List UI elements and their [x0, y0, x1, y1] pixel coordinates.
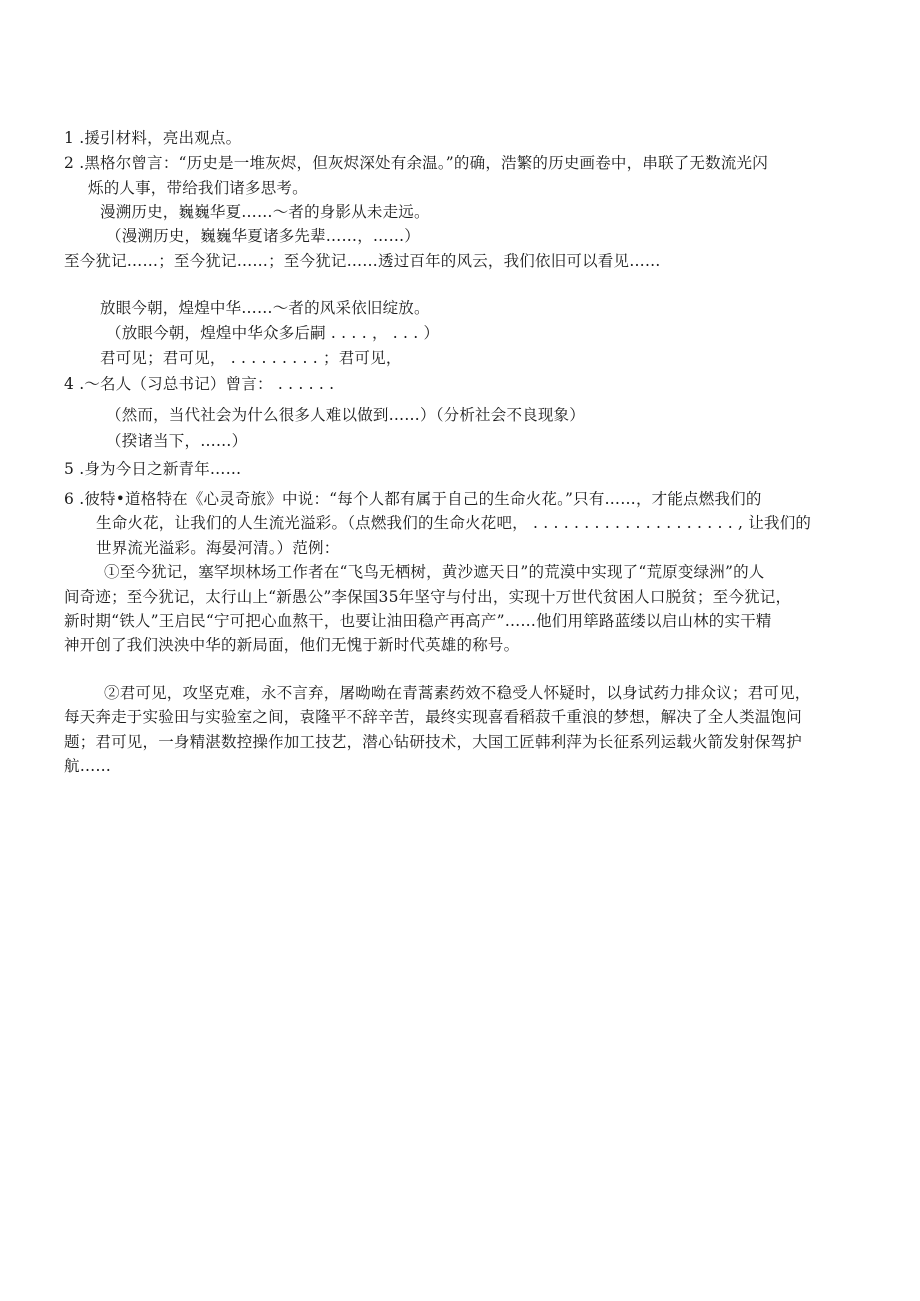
item-6-line-3: 世界流光溢彩。海晏河清。）范例： — [96, 539, 340, 557]
example-1-line-1: ①至今犹记，塞罕坝林场工作者在“飞鸟无栖树，黄沙遮天日”的荒漠中实现了“荒原变绿洲”的人 — [104, 563, 765, 581]
example-2-line-3: 题；君可见，一身精湛数控操作加工技艺，潜心钻研技术，大国工匠韩利萍为长征系列运载火箭发射保驾护 — [64, 733, 802, 751]
example-1-line-4: 神开创了我们泱泱中华的新局面，他们无愧于新时代英雄的称号。 — [64, 636, 520, 654]
example-2-line-1: ②君可见，攻坚克难，永不言弃，屠呦呦在青蒿素药效不稳受人怀疑时，以身试药力排众议；君可见， — [104, 684, 811, 702]
item-2-line-2: 烁的人事，带给我们诸多思考。 — [88, 179, 308, 197]
item-6-line-1: 6 .彼特•道格特在《心灵奇旅》中说：“每个人都有属于自己的生命火花。”只有……，才能点燃我们的 — [64, 490, 762, 508]
example-2-line-2: 每天奔走于实验田与实验室之间，袁隆平不辞辛苦，最终实现喜看稻菽千重浪的梦想，解决了全人类温饱问 — [64, 708, 802, 726]
paragraph-remember: 至今犹记……；至今犹记……；至今犹记……透过百年的风云，我们依旧可以看见…… — [64, 252, 661, 270]
example-1-line-3: 新时期“铁人”王启民“宁可把心血熬干，也要让油田稳产再高产”……他们用筚路蓝缕以启山林的实干精 — [64, 612, 772, 630]
paragraph-history: 漫溯历史，巍巍华夏……～者的身影从未走远。 — [100, 203, 430, 221]
item-4-note-2: （揆诸当下，……） — [106, 432, 248, 450]
example-1-line-2: 间奇迹；至今犹记，太行山上“新愚公”李保国35年坚守与付出，实现十万世代贫困人口脱贫；至今犹记， — [64, 588, 792, 606]
example-2-line-4: 航…… — [64, 757, 112, 775]
item-2-line-1: 2 .黑格尔曾言：“历史是一堆灰烬，但灰烬深处有余温。”的确，浩繁的历史画卷中，串联了无数流光闪 — [64, 154, 768, 172]
paragraph-today-note: （放眼今朝，煌煌中华众多后嗣 . . . . ， . . . ） — [106, 324, 440, 342]
item-1: 1 .援引材料，亮出观点。 — [64, 129, 242, 147]
item-4-note-1: （然而，当代社会为什么很多人难以做到……）（分析社会不良现象） — [106, 406, 585, 424]
item-5: 5 .身为今日之新青年…… — [64, 460, 242, 478]
item-4: 4 .～名人（习总书记）曾言： . . . . . . — [64, 375, 335, 393]
item-6-line-2: 生命火花，让我们的人生流光溢彩。（点燃我们的生命火花吧， . . . . . . . . . . . . . . . . . . . . , 让我们的 — [96, 514, 812, 532]
paragraph-today: 放眼今朝，煌煌中华……～者的风采依旧绽放。 — [100, 299, 430, 317]
paragraph-history-note: （漫溯历史，巍巍华夏诸多先辈……，……） — [106, 227, 421, 245]
paragraph-see: 君可见；君可见， . . . . . . . . . ；君可见， — [100, 349, 402, 367]
